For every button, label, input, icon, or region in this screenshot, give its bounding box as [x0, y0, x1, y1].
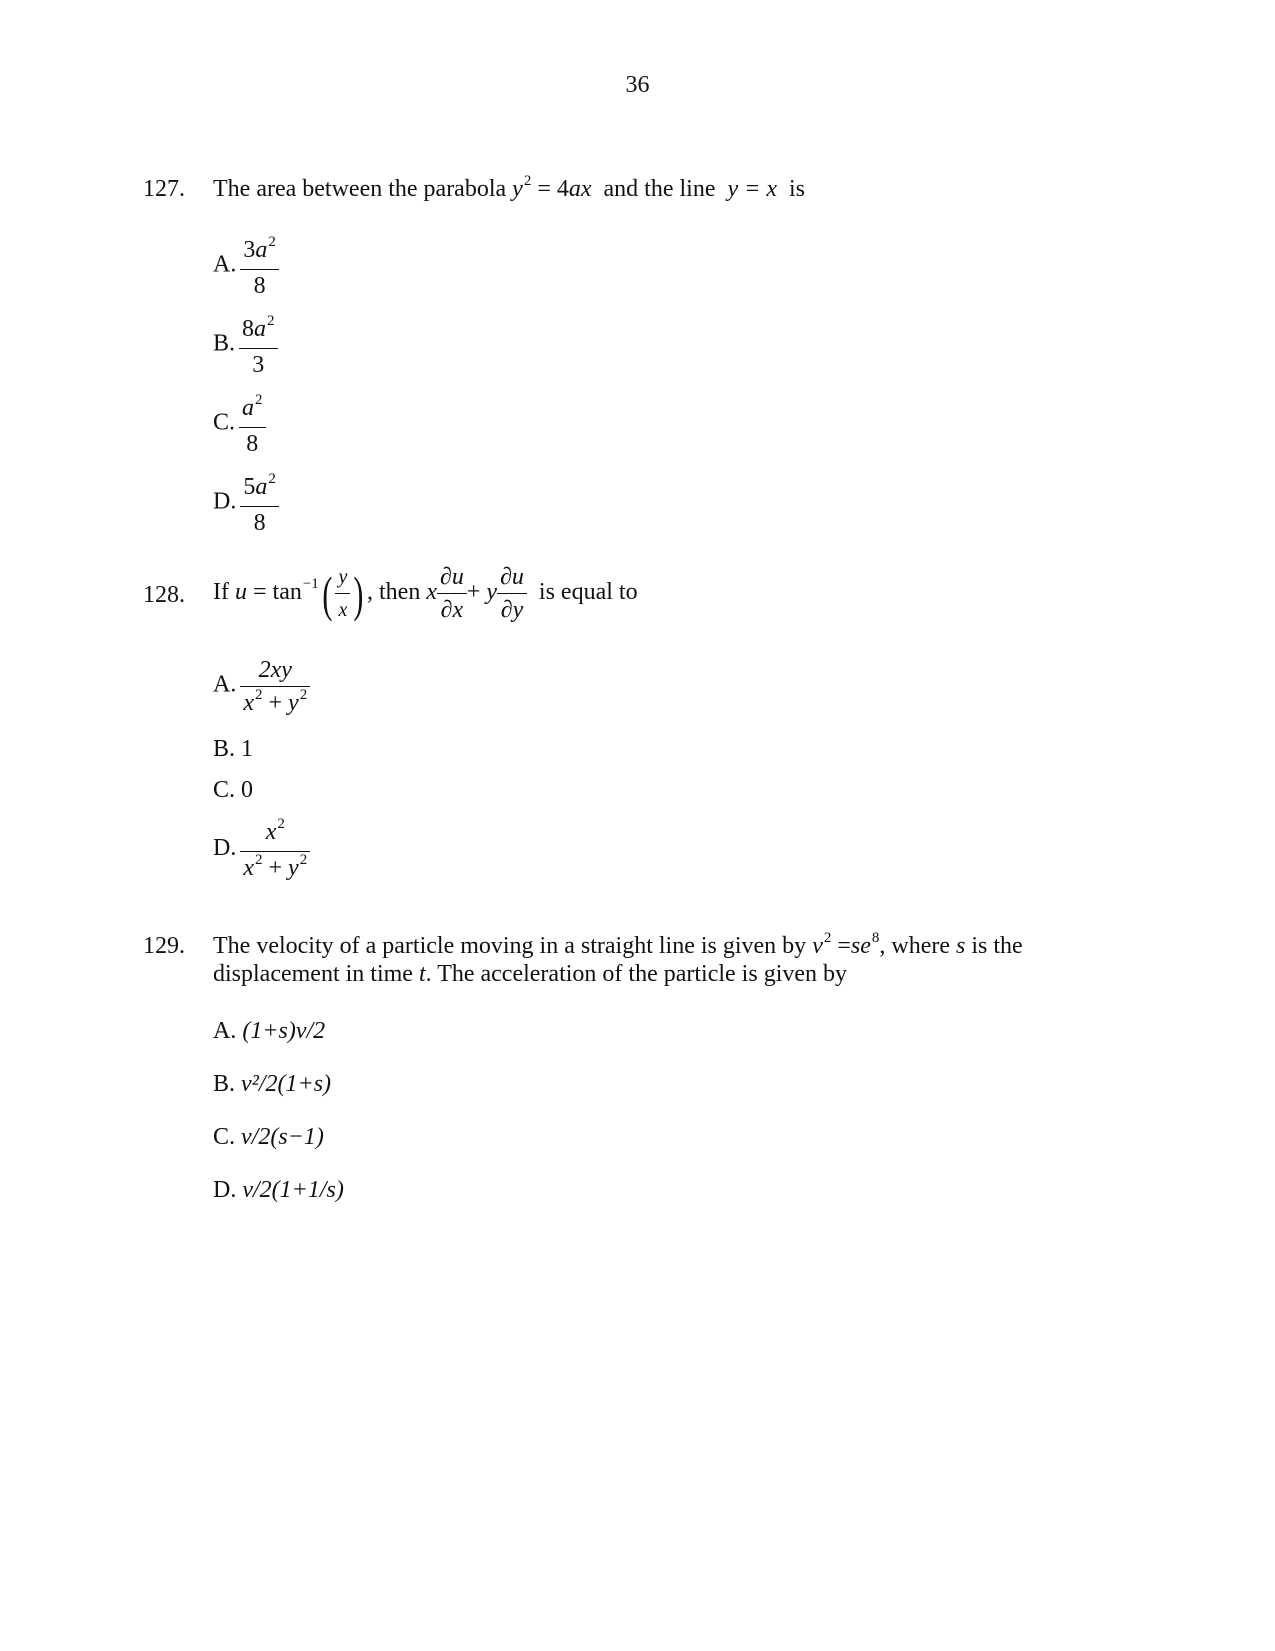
question-127-number: 127.: [143, 176, 185, 202]
fraction: $\frac{x^2}{x^2 + y^2}$: [240, 818, 310, 885]
q127-option-c[interactable]: C. $\frac{a^2}{8}$: [213, 394, 266, 458]
q127-option-b[interactable]: B. $\frac{8a^2}{3}$: [213, 315, 278, 379]
q129-option-b[interactable]: B. v²/2(1+s): [213, 1071, 332, 1097]
q129-option-d[interactable]: D. v/2(1+1/s): [213, 1177, 344, 1203]
fraction: $\frac{2xy}{x^2 + y^2}$: [240, 656, 310, 720]
question-127-text: The area between the parabola $y^2 = 4ax$ and the line y = x is: [213, 173, 805, 202]
fraction: $\frac{a^2}{8}$: [239, 394, 266, 458]
q129-option-c[interactable]: C. v/2(s−1): [213, 1124, 324, 1150]
page-number: 36: [625, 72, 650, 98]
q127-option-a[interactable]: A. $\frac{3a^2}{8}$: [213, 236, 279, 300]
fraction: $\frac{5a^2}{8}$: [240, 473, 279, 537]
question-129-line-1: The velocity of a particle moving in a straight line is given by $v^2 =se^8$, where s is the: [213, 930, 1023, 959]
fraction: $\frac{3a^2}{8}$: [240, 236, 279, 300]
q128-option-c[interactable]: C. 0: [213, 777, 254, 803]
q128-option-a[interactable]: A. $\frac{2xy}{x^2 + y^2}$: [213, 656, 310, 720]
q127-option-d[interactable]: D. $\frac{5a^2}{8}$: [213, 473, 279, 537]
fraction: $\frac{8a^2}{3}$: [239, 315, 278, 379]
question-129-line-2: displacement in time t. The acceleration of the particle is given by: [213, 961, 848, 987]
question-128-text: If $u = \tan^{-1}$( $\frac{y}{x}$ ) , then x $\frac{\partial u}{\partial x}$ + y $\frac{\partial u}{\partial y}$ is equal to: [213, 564, 638, 623]
q128-option-b[interactable]: B. 1: [213, 736, 254, 762]
question-128-number: 128.: [143, 582, 185, 608]
q129-option-a[interactable]: A. (1+s)v/2: [213, 1018, 326, 1044]
question-129-number: 129.: [143, 933, 185, 959]
q128-option-d[interactable]: D. $\frac{x^2}{x^2 + y^2}$: [213, 818, 310, 885]
